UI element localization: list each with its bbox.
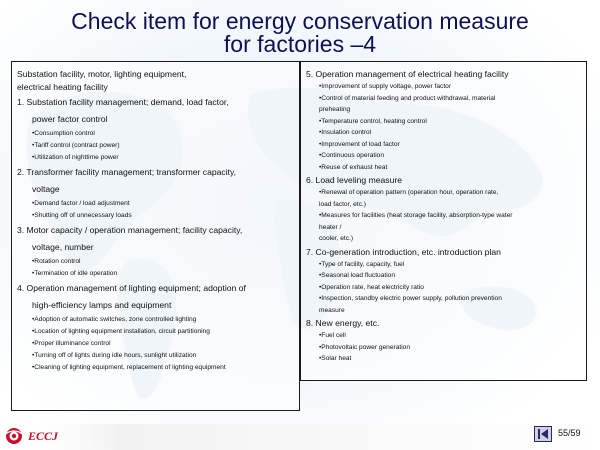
section-title: 1. Substation facility management; demand, load factor,: [17, 97, 229, 107]
section-title: voltage, number: [32, 242, 94, 252]
left-content-panel: [11, 61, 300, 411]
list-item: •Reuse of exhaust heat: [319, 163, 388, 171]
list-item: •Consumption control: [32, 130, 95, 137]
slide-title-line-1: Check item for energy conservation measure: [71, 8, 529, 34]
list-item-continued: preheating: [319, 106, 351, 113]
list-item: •Location of lighting equipment installation, circuit partitioning: [32, 328, 210, 335]
list-item: •Measures for facilities (heat storage facility, absorption-type water: [319, 212, 513, 219]
skip-back-icon: [535, 427, 551, 441]
list-item: •Control of material feeding and product withdrawal, material: [319, 94, 496, 102]
page-number: 55/59: [558, 428, 581, 438]
list-item: •Utilization of nighttime power: [32, 154, 119, 161]
section-title: 2. Transformer facility management; transformer capacity,: [17, 167, 237, 177]
right-content-panel: [300, 61, 587, 381]
list-item-continued: heater /: [319, 223, 342, 231]
section-title: 8. New energy, etc.: [306, 318, 380, 328]
list-item: •Seasonal load fluctuation: [319, 272, 395, 279]
previous-slide-button[interactable]: [534, 426, 552, 442]
list-item: •Turning off of lights during idle hours, sunlight utilization: [32, 352, 197, 359]
section-title: 6. Load leveling measure: [306, 175, 403, 185]
list-item: •Insulation control: [319, 129, 372, 136]
list-item: •Improvement of supply voltage, power factor: [319, 83, 452, 90]
list-item-continued: cooler, etc.): [319, 235, 354, 242]
list-item-continued: measure: [319, 306, 345, 314]
section-title: 4. Operation management of lighting equipment; adoption of: [17, 283, 246, 293]
list-item-continued: load factor, etc.): [319, 200, 366, 208]
list-item: •Shutting off of unnecessary loads: [32, 212, 132, 219]
list-item: •Demand factor / load adjustment: [32, 200, 130, 207]
panel-heading: electrical heating facility: [17, 82, 108, 92]
list-item: •Termination of idle operation: [32, 270, 118, 277]
eccj-logo: [4, 425, 74, 447]
list-item: •Solar heat: [319, 355, 352, 362]
section-title: voltage: [32, 184, 60, 194]
section-title: 3. Motor capacity / operation management; facility capacity,: [17, 225, 243, 235]
list-item: •Rotation control: [32, 258, 81, 265]
list-item: •Fuel cell: [319, 332, 346, 339]
list-item: •Temperature control, heating control: [319, 117, 427, 125]
section-title: power factor control: [32, 114, 108, 124]
logo-text: ECCJ: [28, 429, 59, 443]
list-item: •Improvement of load factor: [319, 140, 400, 148]
list-item: •Adoption of automatic switches, zone controlled lighting: [32, 316, 197, 323]
section-title: high-efficiency lamps and equipment: [32, 300, 172, 310]
list-item: •Type of facility, capacity, fuel: [319, 260, 405, 268]
eccj-logo-mark-icon: [4, 425, 26, 447]
list-item: •Operation rate, heat electricity ratio: [319, 283, 424, 291]
list-item: •Photovoltaic power generation: [319, 343, 411, 351]
footer-bar: [0, 424, 600, 450]
list-item: •Proper illuminance control: [32, 340, 111, 347]
slide-title-line-2: for factories –4: [223, 31, 377, 57]
panel-heading: Substation facility, motor, lighting equipment,: [17, 69, 187, 79]
list-item: •Inspection, standby electric power supply, pollution prevention: [319, 295, 502, 302]
list-item: •Renewal of operation pattern (operation hour, operation rate,: [319, 189, 499, 196]
section-title: 5. Operation management of electrical heating facility: [306, 69, 509, 79]
slide-title: [0, 10, 600, 56]
list-item: •Cleaning of lighting equipment, replacement of lighting equipment: [32, 364, 226, 371]
list-item: •Continuous operation: [319, 152, 384, 159]
section-title: 7. Co-generation introduction, etc. introduction plan: [306, 246, 501, 257]
list-item: •Tariff control (contract power): [32, 142, 120, 149]
